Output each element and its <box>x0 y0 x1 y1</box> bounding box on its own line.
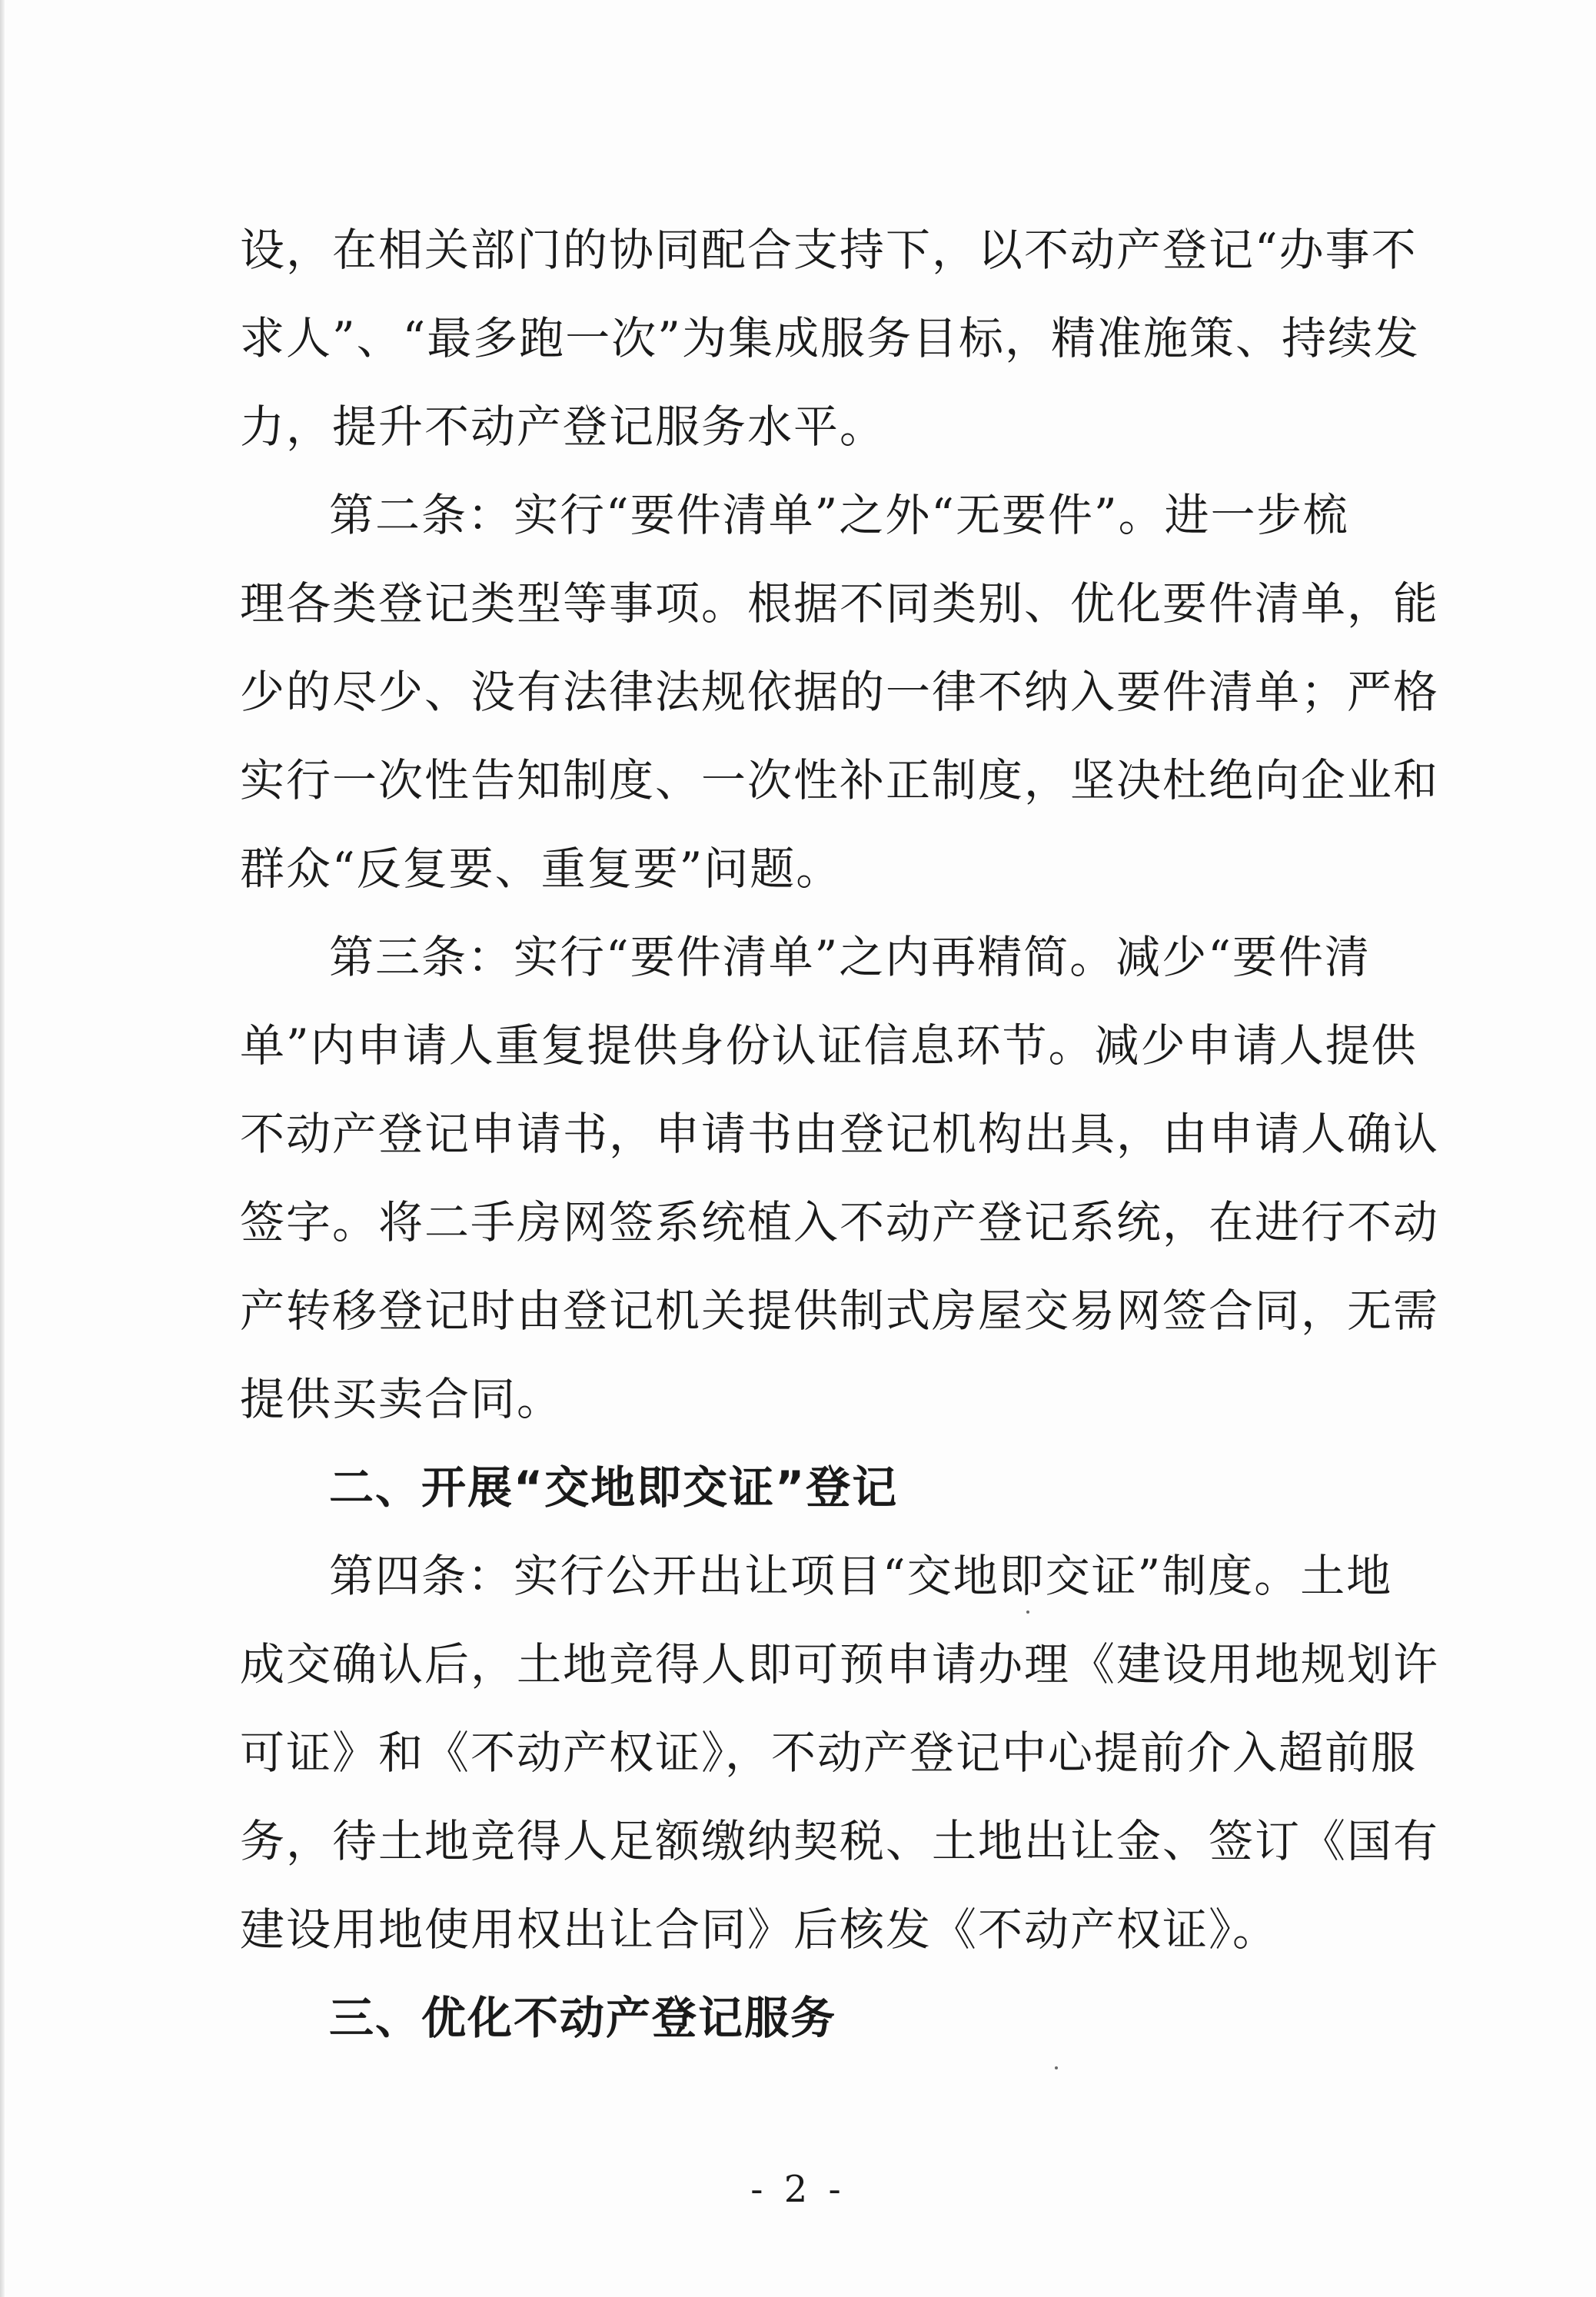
text-line: 成交确认后，土地竞得人即可预申请办理《建设用地规划许 <box>240 1638 1440 1690</box>
text-line: 理各类登记类型等事项。根据不同类别、优化要件清单，能 <box>240 577 1440 630</box>
text-line: 少的尽少、没有法律法规依据的一律不纳入要件清单；严格 <box>240 666 1440 718</box>
text-line: 力，提升不动产登记服务水平。 <box>240 401 886 453</box>
text-line: 单”内申请人重复提供身份认证信息环节。减少申请人提供 <box>240 1019 1418 1072</box>
text-line: 求人”、“最多跑一次”为集成服务目标，精准施策、持续发 <box>240 312 1420 364</box>
text-line: 建设用地使用权出让合同》后核发《不动产权证》。 <box>240 1903 1279 1956</box>
text-line: 设，在相关部门的协同配合支持下，以不动产登记“办事不 <box>240 224 1418 276</box>
article-four-line: 第四条：实行公开出让项目“交地即交证”制度。土地 <box>329 1550 1393 1602</box>
text-line: 签字。将二手房网签系统植入不动产登记系统，在进行不动 <box>240 1196 1440 1248</box>
scan-edge <box>0 0 5 2297</box>
text-line: 提供买卖合同。 <box>240 1373 564 1425</box>
text-line: 务，待土地竞得人足额缴纳契税、土地出让金、签订《国有 <box>240 1815 1440 1867</box>
article-two-line: 第二条：实行“要件清单”之外“无要件”。进一步梳 <box>329 489 1349 541</box>
text-line: 实行一次性告知制度、一次性补正制度，坚决杜绝向企业和 <box>240 754 1440 806</box>
document-body <box>240 206 1440 2063</box>
section-heading-two: 二、开展“交地即交证”登记 <box>329 1461 899 1514</box>
text-line: 不动产登记申请书，申请书由登记机构出具，由申请人确认 <box>240 1108 1440 1160</box>
text-line: 群众“反复要、重复要”问题。 <box>240 843 843 895</box>
section-heading-three: 三、优化不动产登记服务 <box>329 1992 837 2044</box>
article-three-line: 第三条：实行“要件清单”之内再精简。减少“要件清 <box>329 931 1371 983</box>
page-number: - 2 - <box>750 2168 846 2211</box>
text-line: 可证》和《不动产权证》，不动产登记中心提前介入超前服 <box>240 1727 1418 1779</box>
scan-speck <box>1026 1611 1029 1614</box>
text-line: 产转移登记时由登记机关提供制式房屋交易网签合同，无需 <box>240 1285 1440 1337</box>
scan-speck <box>1055 2066 1058 2069</box>
